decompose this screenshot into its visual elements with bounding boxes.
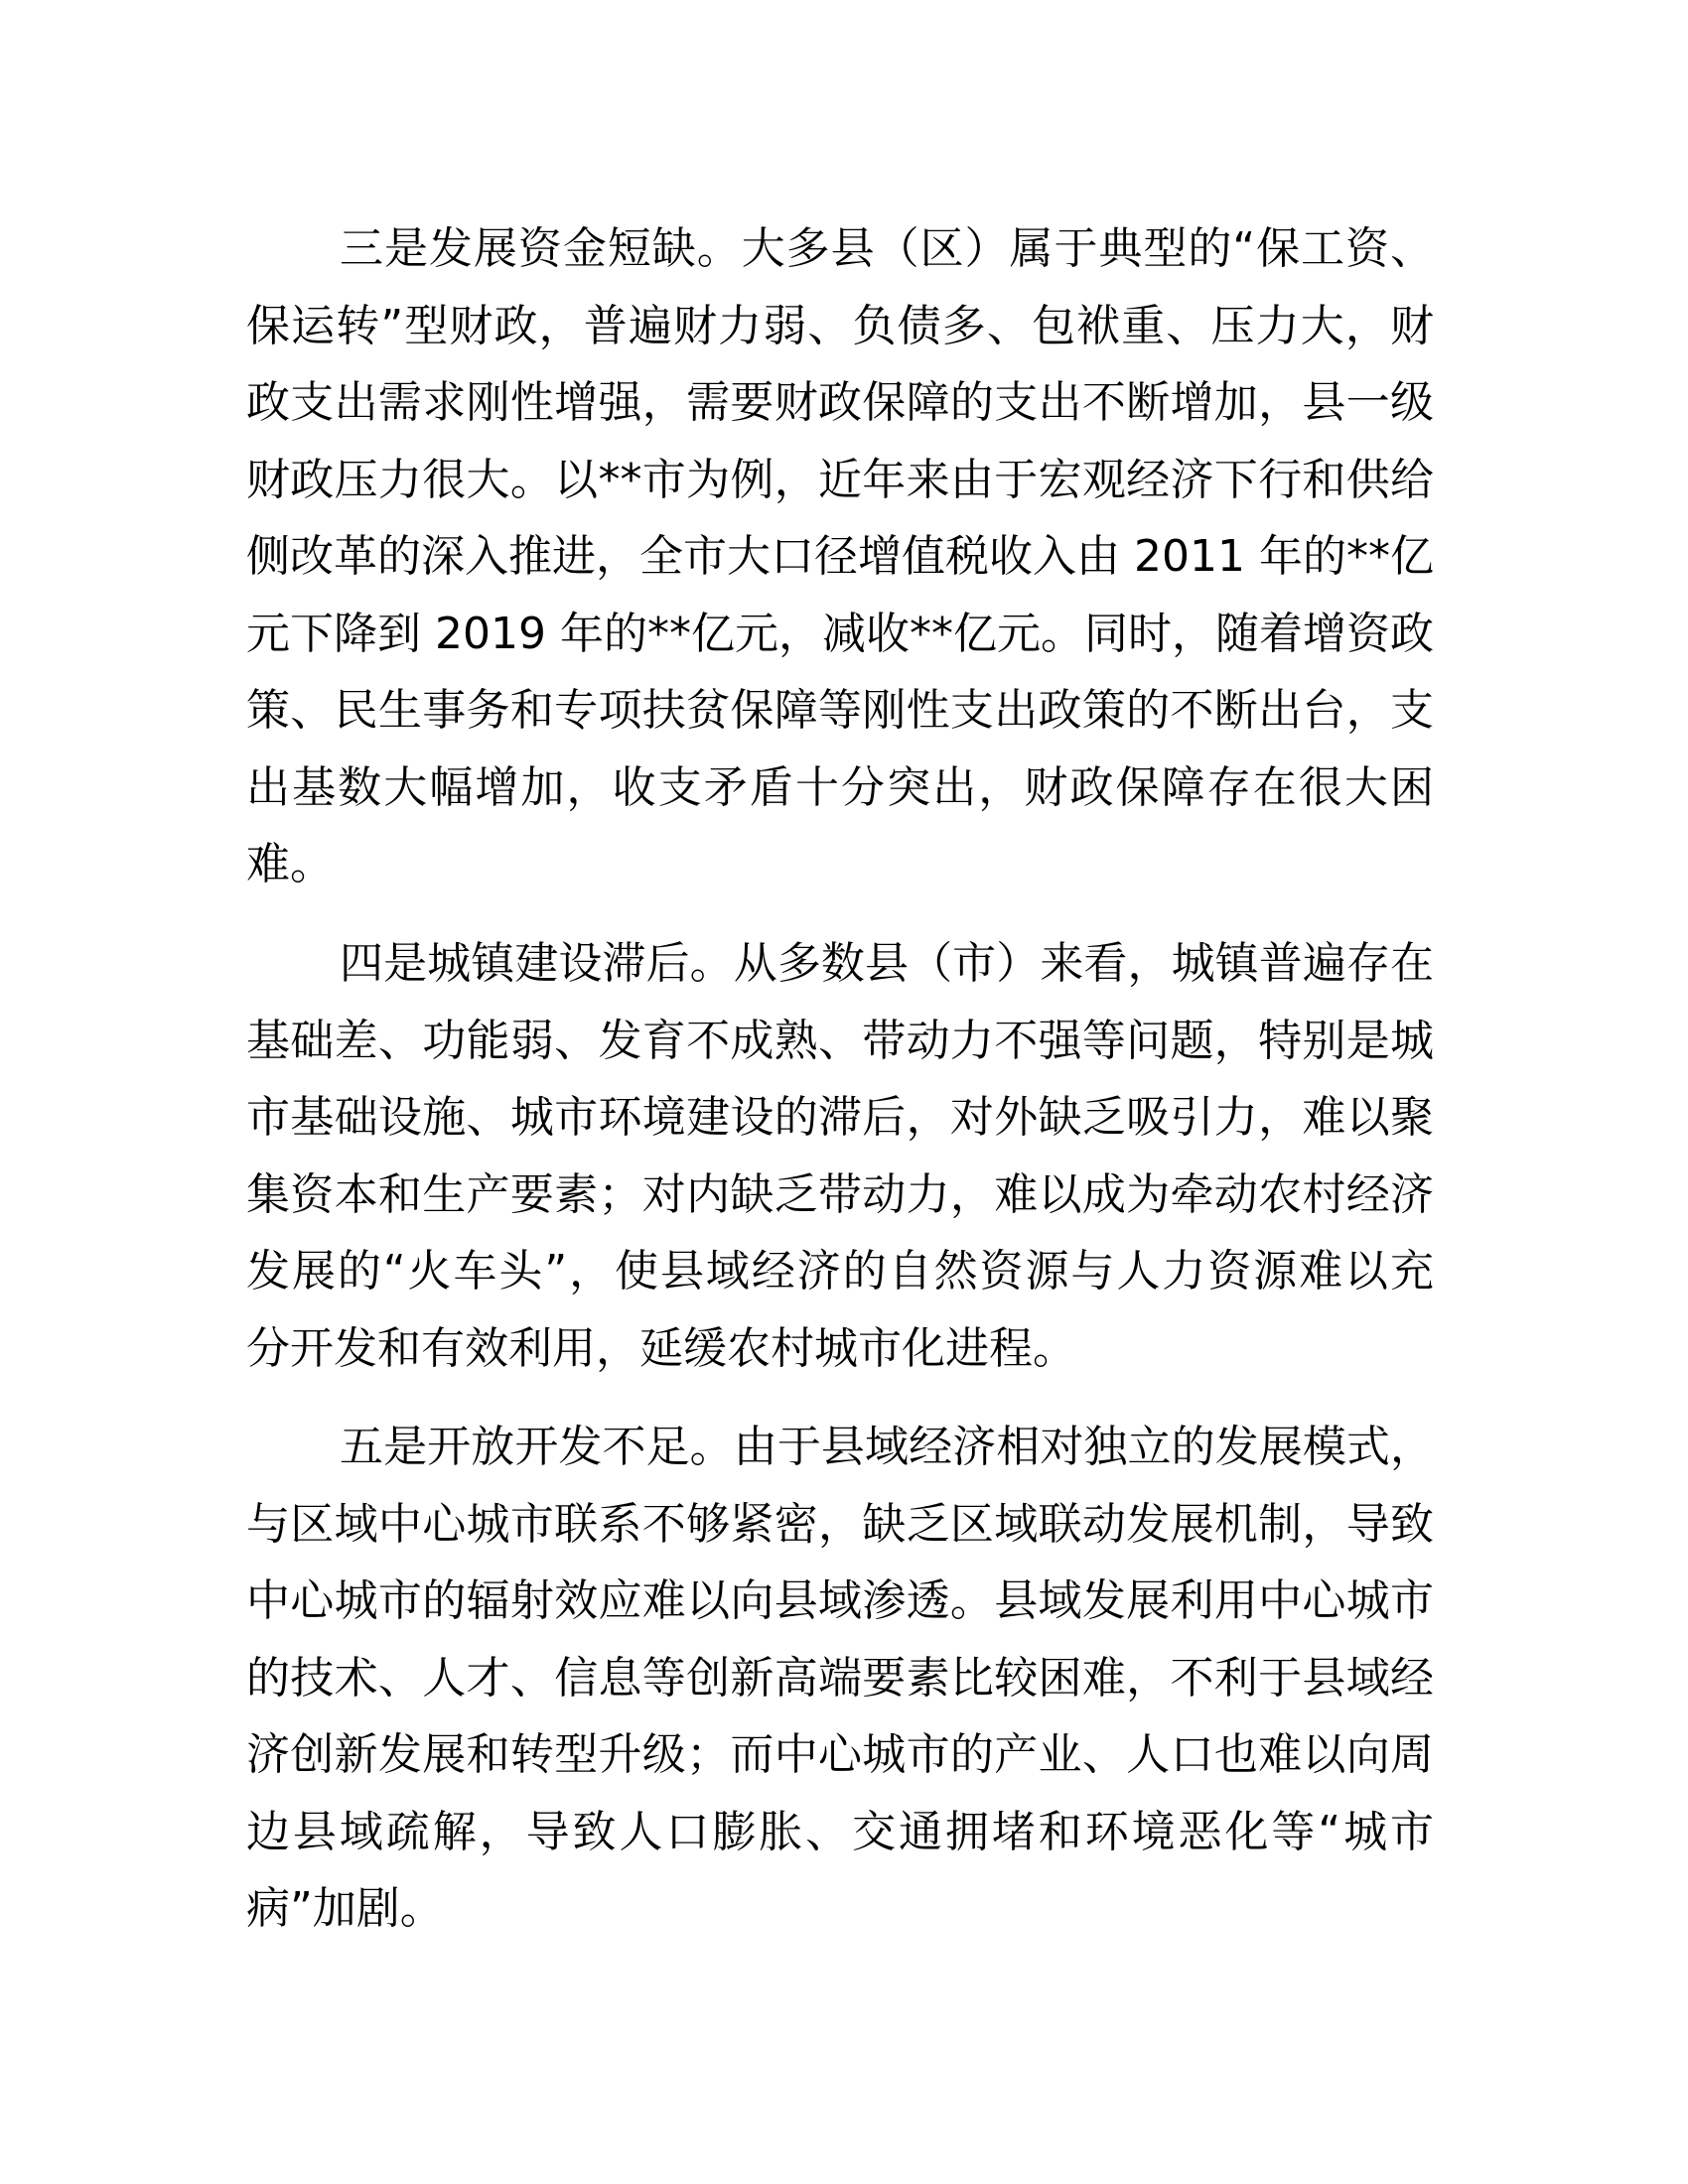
text-line: 财政压力很大。以**市为例，近年来由于宏观经济下行和供给 [246,455,1434,505]
text-line: 的技术、人才、信息等创新高端要素比较困难，不利于县域经 [246,1653,1434,1704]
text-line: 三是发展资金短缺。大多县（区）属于典型的“保工资、 [340,223,1434,274]
text-line: 边县域疏解，导致人口膨胀、交通拥堵和环境恶化等“城市 [246,1807,1434,1857]
text-line: 集资本和生产要素；对内缺乏带动力，难以成为牵动农村经济 [246,1169,1434,1220]
text-line: 发展的“火车头”，使县域经济的自然资源与人力资源难以充 [246,1246,1434,1297]
text-line: 元下降到 2019 年的**亿元，减收**亿元。同时，随着增资政 [246,609,1434,659]
text-line: 市基础设施、城市环境建设的滞后，对外缺乏吸引力，难以聚 [246,1092,1434,1143]
text-line: 四是城镇建设滞后。从多数县（市）来看，城镇普遍存在 [340,938,1434,989]
text-line: 基础差、功能弱、发育不成熟、带动力不强等问题，特别是城 [246,1016,1434,1066]
text-line: 中心城市的辐射效应难以向县域渗透。县域发展利用中心城市 [246,1575,1434,1626]
text-line: 保运转”型财政，普遍财力弱、负债多、包袱重、压力大，财 [246,301,1434,351]
text-line: 病”加剧。 [246,1883,444,1934]
text-line: 政支出需求刚性增强，需要财政保障的支出不断增加，县一级 [246,377,1434,428]
text-line: 策、民生事务和专项扶贫保障等刚性支出政策的不断出台，支 [246,685,1434,736]
text-line: 与区域中心城市联系不够紧密，缺乏区域联动发展机制，导致 [246,1499,1434,1550]
text-line: 难。 [246,839,334,889]
text-line: 侧改革的深入推进，全市大口径增值税收入由 2011 年的**亿 [246,531,1434,582]
text-line: 五是开放开发不足。由于县域经济相对独立的发展模式， [340,1422,1434,1472]
text-line: 济创新发展和转型升级；而中心城市的产业、人口也难以向周 [246,1729,1434,1780]
text-line: 分开发和有效利用，延缓农村城市化进程。 [246,1323,1076,1374]
text-line: 出基数大幅增加，收支矛盾十分突出，财政保障存在很大困 [246,762,1434,813]
